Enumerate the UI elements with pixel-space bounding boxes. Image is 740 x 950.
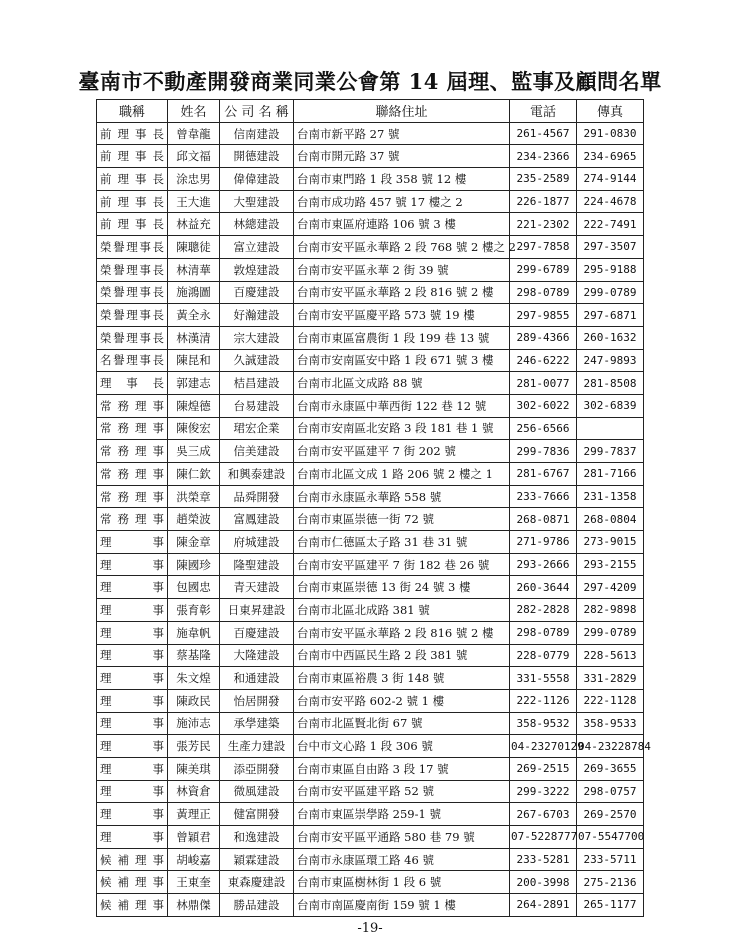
company-cell: 大隆建設 bbox=[220, 644, 294, 667]
name-cell: 洪榮章 bbox=[168, 485, 220, 508]
company-cell: 添亞開發 bbox=[220, 757, 294, 780]
name-cell: 陳昆和 bbox=[168, 349, 220, 372]
table-header-row bbox=[97, 100, 644, 123]
role-cell: 榮譽理事長 bbox=[97, 236, 168, 259]
tel-cell: 299-7836 bbox=[510, 440, 577, 463]
company-cell: 和逸建設 bbox=[220, 826, 294, 849]
fax-cell bbox=[577, 417, 644, 440]
role-cell: 理事 bbox=[97, 757, 168, 780]
fax-cell: 222-7491 bbox=[577, 213, 644, 236]
company-cell: 富鳳建設 bbox=[220, 508, 294, 531]
name-cell: 林清華 bbox=[168, 258, 220, 281]
company-cell: 桔昌建設 bbox=[220, 372, 294, 395]
name-cell: 陳美琪 bbox=[168, 757, 220, 780]
address-cell: 台南市開元路 37 號 bbox=[294, 145, 510, 168]
fax-cell: 295-9188 bbox=[577, 258, 644, 281]
role-cell: 常務理事 bbox=[97, 485, 168, 508]
name-cell: 蔡基隆 bbox=[168, 644, 220, 667]
company-cell: 信美建設 bbox=[220, 440, 294, 463]
table-row bbox=[97, 757, 644, 780]
name-cell: 陳政民 bbox=[168, 689, 220, 712]
company-cell: 大聖建設 bbox=[220, 190, 294, 213]
table-row bbox=[97, 508, 644, 531]
fax-cell: 04-23228784 bbox=[577, 735, 644, 758]
role-cell: 常務理事 bbox=[97, 508, 168, 531]
fax-cell: 247-9893 bbox=[577, 349, 644, 372]
name-cell: 包國忠 bbox=[168, 576, 220, 599]
address-cell: 台南市永康區中華西街 122 巷 12 號 bbox=[294, 394, 510, 417]
tel-cell: 269-2515 bbox=[510, 757, 577, 780]
fax-cell: 297-4209 bbox=[577, 576, 644, 599]
table-row bbox=[97, 780, 644, 803]
fax-cell: 273-9015 bbox=[577, 531, 644, 554]
tel-cell: 226-1877 bbox=[510, 190, 577, 213]
name-cell: 施韋帆 bbox=[168, 621, 220, 644]
name-cell: 林資倉 bbox=[168, 780, 220, 803]
name-cell: 郭建志 bbox=[168, 372, 220, 395]
table-row bbox=[97, 689, 644, 712]
address-cell: 台南市中西區民生路 2 段 381 號 bbox=[294, 644, 510, 667]
fax-cell: 299-7837 bbox=[577, 440, 644, 463]
address-cell: 台南市安南區安中路 1 段 671 號 3 樓 bbox=[294, 349, 510, 372]
tel-cell: 293-2666 bbox=[510, 553, 577, 576]
address-cell: 台南市北區北成路 381 號 bbox=[294, 599, 510, 622]
company-cell: 林總建設 bbox=[220, 213, 294, 236]
table-row bbox=[97, 122, 644, 145]
table-row bbox=[97, 712, 644, 735]
address-cell: 台南市成功路 457 號 17 樓之 2 bbox=[294, 190, 510, 213]
table-row bbox=[97, 735, 644, 758]
company-cell: 台易建設 bbox=[220, 394, 294, 417]
name-cell: 朱文煌 bbox=[168, 667, 220, 690]
fax-cell: 269-3655 bbox=[577, 757, 644, 780]
role-cell: 前理事長 bbox=[97, 145, 168, 168]
name-cell: 吳三成 bbox=[168, 440, 220, 463]
table-row bbox=[97, 326, 644, 349]
role-cell: 候補理事 bbox=[97, 894, 168, 917]
tel-cell: 228-0779 bbox=[510, 644, 577, 667]
fax-cell: 297-3507 bbox=[577, 236, 644, 259]
tel-cell: 299-6789 bbox=[510, 258, 577, 281]
company-cell: 宗大建設 bbox=[220, 326, 294, 349]
tel-cell: 260-3644 bbox=[510, 576, 577, 599]
role-cell: 理事 bbox=[97, 621, 168, 644]
address-cell: 台南市新平路 27 號 bbox=[294, 122, 510, 145]
table-row bbox=[97, 281, 644, 304]
address-cell: 台南市北區文成 1 路 206 號 2 樓之 1 bbox=[294, 463, 510, 486]
table-row bbox=[97, 621, 644, 644]
fax-cell: 224-4678 bbox=[577, 190, 644, 213]
fax-cell: 222-1128 bbox=[577, 689, 644, 712]
table-row bbox=[97, 576, 644, 599]
address-cell: 台南市安平區永華路 2 段 768 號 2 樓之 2 bbox=[294, 236, 510, 259]
company-cell: 日東昇建設 bbox=[220, 599, 294, 622]
role-cell: 榮譽理事長 bbox=[97, 258, 168, 281]
table-row bbox=[97, 485, 644, 508]
table-row bbox=[97, 417, 644, 440]
fax-cell: 282-9898 bbox=[577, 599, 644, 622]
table-row bbox=[97, 258, 644, 281]
fax-cell: 299-0789 bbox=[577, 621, 644, 644]
table-row bbox=[97, 190, 644, 213]
role-cell: 理事 bbox=[97, 712, 168, 735]
role-cell: 理事 bbox=[97, 689, 168, 712]
role-cell: 常務理事 bbox=[97, 440, 168, 463]
role-cell: 榮譽理事長 bbox=[97, 304, 168, 327]
table-row bbox=[97, 826, 644, 849]
fax-cell: 358-9533 bbox=[577, 712, 644, 735]
tel-cell: 246-6222 bbox=[510, 349, 577, 372]
table-row bbox=[97, 394, 644, 417]
address-cell: 台南市永康區永華路 558 號 bbox=[294, 485, 510, 508]
tel-cell: 271-9786 bbox=[510, 531, 577, 554]
name-cell: 施鴻圖 bbox=[168, 281, 220, 304]
company-cell: 珺宏企業 bbox=[220, 417, 294, 440]
table-row bbox=[97, 349, 644, 372]
name-cell: 林鼎傑 bbox=[168, 894, 220, 917]
role-cell: 理事長 bbox=[97, 372, 168, 395]
role-cell: 常務理事 bbox=[97, 417, 168, 440]
header-company: 公 司 名 稱 bbox=[220, 100, 294, 123]
address-cell: 台南市安平區建平 7 街 182 巷 26 號 bbox=[294, 553, 510, 576]
address-cell: 台南市東區樹林街 1 段 6 號 bbox=[294, 871, 510, 894]
document-title: 臺南市不動產開發商業同業公會第 14 屆理、監事及顧問名單 bbox=[78, 69, 662, 94]
company-cell: 穎霖建設 bbox=[220, 848, 294, 871]
tel-cell: 281-0077 bbox=[510, 372, 577, 395]
role-cell: 理事 bbox=[97, 826, 168, 849]
tel-cell: 222-1126 bbox=[510, 689, 577, 712]
table-row bbox=[97, 236, 644, 259]
company-cell: 隆聖建設 bbox=[220, 553, 294, 576]
header-name: 姓名 bbox=[168, 100, 220, 123]
fax-cell: 269-2570 bbox=[577, 803, 644, 826]
name-cell: 陳金章 bbox=[168, 531, 220, 554]
fax-cell: 297-6871 bbox=[577, 304, 644, 327]
company-cell: 信南建設 bbox=[220, 122, 294, 145]
tel-cell: 234-2366 bbox=[510, 145, 577, 168]
tel-cell: 299-3222 bbox=[510, 780, 577, 803]
name-cell: 林漢清 bbox=[168, 326, 220, 349]
company-cell: 和興泰建設 bbox=[220, 463, 294, 486]
fax-cell: 231-1358 bbox=[577, 485, 644, 508]
address-cell: 台南市永康區環工路 46 號 bbox=[294, 848, 510, 871]
table-row bbox=[97, 599, 644, 622]
header-tel: 電話 bbox=[510, 100, 577, 123]
tel-cell: 298-0789 bbox=[510, 281, 577, 304]
fax-cell: 228-5613 bbox=[577, 644, 644, 667]
company-cell: 好瀚建設 bbox=[220, 304, 294, 327]
tel-cell: 298-0789 bbox=[510, 621, 577, 644]
company-cell: 富立建設 bbox=[220, 236, 294, 259]
role-cell: 前理事長 bbox=[97, 168, 168, 191]
table-row bbox=[97, 304, 644, 327]
role-cell: 理事 bbox=[97, 644, 168, 667]
name-cell: 黃理正 bbox=[168, 803, 220, 826]
role-cell: 理事 bbox=[97, 553, 168, 576]
address-cell: 台南市東區自由路 3 段 17 號 bbox=[294, 757, 510, 780]
address-cell: 台南市仁德區太子路 31 巷 31 號 bbox=[294, 531, 510, 554]
table-row bbox=[97, 440, 644, 463]
name-cell: 胡峻嘉 bbox=[168, 848, 220, 871]
tel-cell: 07-5228777 bbox=[510, 826, 577, 849]
address-cell: 台南市北區文成路 88 號 bbox=[294, 372, 510, 395]
company-cell: 青天建設 bbox=[220, 576, 294, 599]
tel-cell: 289-4366 bbox=[510, 326, 577, 349]
tel-cell: 267-6703 bbox=[510, 803, 577, 826]
tel-cell: 256-6566 bbox=[510, 417, 577, 440]
company-cell: 百慶建設 bbox=[220, 621, 294, 644]
tel-cell: 297-9855 bbox=[510, 304, 577, 327]
address-cell: 台南市東區崇德一街 72 號 bbox=[294, 508, 510, 531]
address-cell: 台南市東區裕農 3 街 148 號 bbox=[294, 667, 510, 690]
table-row bbox=[97, 145, 644, 168]
address-cell: 台南市東區崇學路 259-1 號 bbox=[294, 803, 510, 826]
fax-cell: 298-0757 bbox=[577, 780, 644, 803]
address-cell: 台南市東門路 1 段 358 號 12 樓 bbox=[294, 168, 510, 191]
fax-cell: 233-5711 bbox=[577, 848, 644, 871]
table-row bbox=[97, 803, 644, 826]
role-cell: 名譽理事長 bbox=[97, 349, 168, 372]
fax-cell: 281-7166 bbox=[577, 463, 644, 486]
page-number: -19- bbox=[357, 921, 383, 936]
fax-cell: 299-0789 bbox=[577, 281, 644, 304]
role-cell: 常務理事 bbox=[97, 394, 168, 417]
tel-cell: 200-3998 bbox=[510, 871, 577, 894]
table-row bbox=[97, 463, 644, 486]
company-cell: 和通建設 bbox=[220, 667, 294, 690]
name-cell: 張芳民 bbox=[168, 735, 220, 758]
table-row bbox=[97, 213, 644, 236]
fax-cell: 260-1632 bbox=[577, 326, 644, 349]
role-cell: 常務理事 bbox=[97, 463, 168, 486]
fax-cell: 265-1177 bbox=[577, 894, 644, 917]
tel-cell: 358-9532 bbox=[510, 712, 577, 735]
header-role: 職稱 bbox=[97, 100, 168, 123]
member-table bbox=[96, 99, 651, 917]
name-cell: 邱文福 bbox=[168, 145, 220, 168]
address-cell: 台南市安平區永華路 2 段 816 號 2 樓 bbox=[294, 281, 510, 304]
fax-cell: 234-6965 bbox=[577, 145, 644, 168]
table-row bbox=[97, 848, 644, 871]
address-cell: 台南市東區府連路 106 號 3 樓 bbox=[294, 213, 510, 236]
role-cell: 前理事長 bbox=[97, 213, 168, 236]
tel-cell: 233-5281 bbox=[510, 848, 577, 871]
table-row bbox=[97, 372, 644, 395]
address-cell: 台南市安南區北安路 3 段 181 巷 1 號 bbox=[294, 417, 510, 440]
table-row bbox=[97, 168, 644, 191]
tel-cell: 221-2302 bbox=[510, 213, 577, 236]
fax-cell: 302-6839 bbox=[577, 394, 644, 417]
company-cell: 敦煌建設 bbox=[220, 258, 294, 281]
role-cell: 理事 bbox=[97, 803, 168, 826]
name-cell: 曾韋龍 bbox=[168, 122, 220, 145]
role-cell: 榮譽理事長 bbox=[97, 326, 168, 349]
name-cell: 趙榮波 bbox=[168, 508, 220, 531]
name-cell: 黃全永 bbox=[168, 304, 220, 327]
name-cell: 王東奎 bbox=[168, 871, 220, 894]
company-cell: 百慶建設 bbox=[220, 281, 294, 304]
company-cell: 品舜開發 bbox=[220, 485, 294, 508]
table-row bbox=[97, 894, 644, 917]
tel-cell: 264-2891 bbox=[510, 894, 577, 917]
tel-cell: 233-7666 bbox=[510, 485, 577, 508]
name-cell: 陳國珍 bbox=[168, 553, 220, 576]
table-row bbox=[97, 667, 644, 690]
header-fax: 傳真 bbox=[577, 100, 644, 123]
company-cell: 府城建設 bbox=[220, 531, 294, 554]
role-cell: 榮譽理事長 bbox=[97, 281, 168, 304]
company-cell: 久誠建設 bbox=[220, 349, 294, 372]
tel-cell: 331-5558 bbox=[510, 667, 577, 690]
table-row bbox=[97, 871, 644, 894]
tel-cell: 235-2589 bbox=[510, 168, 577, 191]
table-row bbox=[97, 553, 644, 576]
name-cell: 陳聰徒 bbox=[168, 236, 220, 259]
name-cell: 陳仁欽 bbox=[168, 463, 220, 486]
address-cell: 台南市安平區建平路 52 號 bbox=[294, 780, 510, 803]
name-cell: 施沛志 bbox=[168, 712, 220, 735]
name-cell: 陳煌德 bbox=[168, 394, 220, 417]
role-cell: 理事 bbox=[97, 667, 168, 690]
company-cell: 東森慶建設 bbox=[220, 871, 294, 894]
company-cell: 承學建築 bbox=[220, 712, 294, 735]
tel-cell: 282-2828 bbox=[510, 599, 577, 622]
fax-cell: 274-9144 bbox=[577, 168, 644, 191]
role-cell: 理事 bbox=[97, 735, 168, 758]
company-cell: 生產力建設 bbox=[220, 735, 294, 758]
header-address: 聯絡住址 bbox=[294, 100, 510, 123]
tel-cell: 297-7858 bbox=[510, 236, 577, 259]
company-cell: 怡居開發 bbox=[220, 689, 294, 712]
company-cell: 微風建設 bbox=[220, 780, 294, 803]
fax-cell: 07-5547700 bbox=[577, 826, 644, 849]
name-cell: 林益充 bbox=[168, 213, 220, 236]
name-cell: 陳俊宏 bbox=[168, 417, 220, 440]
address-cell: 台南市南區慶南街 159 號 1 樓 bbox=[294, 894, 510, 917]
fax-cell: 281-8508 bbox=[577, 372, 644, 395]
address-cell: 台南市安平區平通路 580 巷 79 號 bbox=[294, 826, 510, 849]
role-cell: 前理事長 bbox=[97, 122, 168, 145]
address-cell: 台南市安平區永華 2 街 39 號 bbox=[294, 258, 510, 281]
address-cell: 台南市東區富農街 1 段 199 巷 13 號 bbox=[294, 326, 510, 349]
company-cell: 開德建設 bbox=[220, 145, 294, 168]
name-cell: 曾穎君 bbox=[168, 826, 220, 849]
address-cell: 台南市安平區建平 7 街 202 號 bbox=[294, 440, 510, 463]
name-cell: 張育彰 bbox=[168, 599, 220, 622]
role-cell: 前理事長 bbox=[97, 190, 168, 213]
fax-cell: 291-0830 bbox=[577, 122, 644, 145]
role-cell: 候補理事 bbox=[97, 848, 168, 871]
fax-cell: 268-0804 bbox=[577, 508, 644, 531]
name-cell: 王大進 bbox=[168, 190, 220, 213]
table-row bbox=[97, 531, 644, 554]
tel-cell: 261-4567 bbox=[510, 122, 577, 145]
name-cell: 涂忠男 bbox=[168, 168, 220, 191]
address-cell: 台中市文心路 1 段 306 號 bbox=[294, 735, 510, 758]
role-cell: 理事 bbox=[97, 576, 168, 599]
tel-cell: 281-6767 bbox=[510, 463, 577, 486]
address-cell: 台南市安平區慶平路 573 號 19 樓 bbox=[294, 304, 510, 327]
role-cell: 理事 bbox=[97, 599, 168, 622]
role-cell: 理事 bbox=[97, 780, 168, 803]
address-cell: 台南市東區崇德 13 街 24 號 3 樓 bbox=[294, 576, 510, 599]
company-cell: 健富開發 bbox=[220, 803, 294, 826]
fax-cell: 275-2136 bbox=[577, 871, 644, 894]
role-cell: 理事 bbox=[97, 531, 168, 554]
table-row bbox=[97, 644, 644, 667]
company-cell: 勝品建設 bbox=[220, 894, 294, 917]
address-cell: 台南市北區賢北街 67 號 bbox=[294, 712, 510, 735]
fax-cell: 331-2829 bbox=[577, 667, 644, 690]
role-cell: 候補理事 bbox=[97, 871, 168, 894]
address-cell: 台南市安平區永華路 2 段 816 號 2 樓 bbox=[294, 621, 510, 644]
tel-cell: 04-23270129 bbox=[510, 735, 577, 758]
company-cell: 偉偉建設 bbox=[220, 168, 294, 191]
tel-cell: 302-6022 bbox=[510, 394, 577, 417]
address-cell: 台南市安平路 602-2 號 1 樓 bbox=[294, 689, 510, 712]
tel-cell: 268-0871 bbox=[510, 508, 577, 531]
fax-cell: 293-2155 bbox=[577, 553, 644, 576]
